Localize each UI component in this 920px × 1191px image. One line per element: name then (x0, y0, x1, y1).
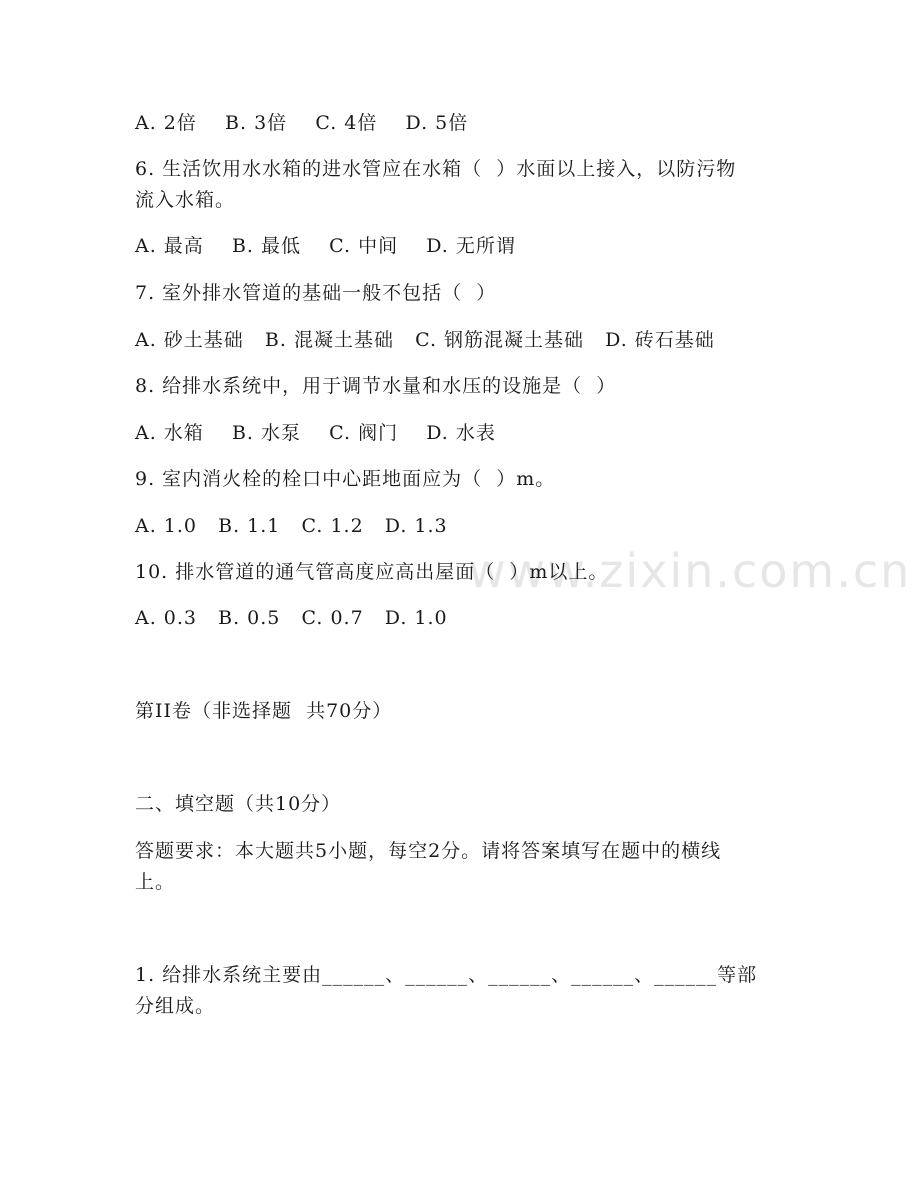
section2-requirement-line2: 上。 (135, 871, 176, 893)
q6-options: A. 最高 B. 最低 C. 中间 D. 无所谓 (135, 235, 516, 257)
q8-options: A. 水箱 B. 水泵 C. 阀门 D. 水表 (135, 422, 496, 444)
q7-text: 7. 室外排水管道的基础一般不包括（ ） (135, 282, 497, 304)
watermark: www.zixin.com.cn (468, 544, 912, 598)
q5-options: A. 2倍 B. 3倍 C. 4倍 D. 5倍 (135, 112, 469, 134)
section2-requirement-line1: 答题要求：本大题共5小题，每空2分。请将答案填写在题中的横线 (135, 840, 722, 862)
q9-text: 9. 室内消火栓的栓口中心距地面应为（ ）m。 (135, 468, 556, 490)
q10-text: 10. 排水管道的通气管高度应高出屋面（ ）m以上。 (135, 561, 609, 583)
section2-title: 二、填空题（共10分） (135, 793, 342, 815)
fill-q1-line1: 1. 给排水系统主要由______、______、______、______、______等部 (135, 964, 758, 986)
q8-text: 8. 给排水系统中，用于调节水量和水压的设施是（ ） (135, 375, 617, 397)
q6-text-line1: 6. 生活饮用水水箱的进水管应在水箱（ ）水面以上接入，以防污物 (135, 158, 737, 180)
part2-title: 第II卷（非选择题 共70分） (135, 700, 393, 722)
q10-options: A. 0.3 B. 0.5 C. 0.7 D. 1.0 (135, 607, 448, 629)
q6-text-line2: 流入水箱。 (135, 189, 236, 211)
q7-options: A. 砂土基础 B. 混凝土基础 C. 钢筋混凝土基础 D. 砖石基础 (135, 329, 715, 351)
fill-q1-line2: 分组成。 (135, 995, 216, 1017)
q9-options: A. 1.0 B. 1.1 C. 1.2 D. 1.3 (135, 515, 448, 537)
